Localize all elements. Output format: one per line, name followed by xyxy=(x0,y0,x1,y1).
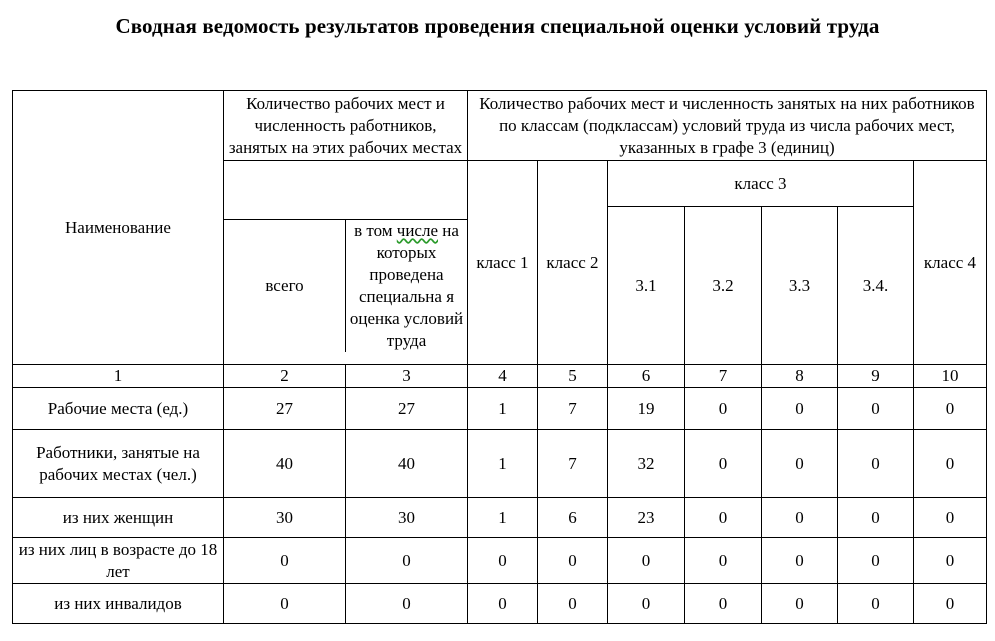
table-cell: 0 xyxy=(608,584,685,624)
header-assessed xyxy=(346,219,468,352)
header-sub-3-4: 3.4. xyxy=(838,207,914,365)
table-cell: 0 xyxy=(468,538,538,584)
table-cell: 7 xyxy=(538,388,608,430)
table-cell: 0 xyxy=(346,538,468,584)
table-cell: 0 xyxy=(685,584,762,624)
table-cell: 0 xyxy=(224,584,346,624)
table-cell: 19 xyxy=(608,388,685,430)
column-number: 5 xyxy=(538,365,608,388)
row-label: из них женщин xyxy=(13,498,224,538)
table-cell: 1 xyxy=(468,388,538,430)
header-class-1: класс 1 xyxy=(468,161,538,365)
header-sub-3-2: 3.2 xyxy=(685,207,762,365)
row-label: Работники, занятые на рабочих местах (чел.) xyxy=(13,430,224,498)
page-title: Сводная ведомость результатов проведения специальной оценки условий труда xyxy=(115,14,880,38)
table-cell: 0 xyxy=(685,538,762,584)
table-cell: 0 xyxy=(224,538,346,584)
header-assessed-wavy: числе xyxy=(396,220,438,240)
table-cell: 7 xyxy=(538,430,608,498)
table-cell: 0 xyxy=(538,538,608,584)
row-label: Рабочие места (ед.) xyxy=(13,388,224,430)
table-cell: 0 xyxy=(838,538,914,584)
row-label: из них инвалидов xyxy=(13,584,224,624)
column-number-row xyxy=(13,365,987,388)
header-sub-3-3: 3.3 xyxy=(762,207,838,365)
table-cell: 1 xyxy=(468,430,538,498)
table-cell: 0 xyxy=(468,584,538,624)
column-number: 2 xyxy=(224,365,346,388)
table-cell: 0 xyxy=(685,498,762,538)
table-cell: 1 xyxy=(468,498,538,538)
table-cell: 30 xyxy=(224,498,346,538)
table-cell: 0 xyxy=(762,584,838,624)
table-cell: 0 xyxy=(538,584,608,624)
table-cell: 0 xyxy=(838,388,914,430)
header-assessed-post: на которых проведена специальна я оценка условий труда xyxy=(349,220,464,350)
header-sub-3-1: 3.1 xyxy=(608,207,685,365)
table-cell: 0 xyxy=(914,538,987,584)
column-number: 8 xyxy=(762,365,838,388)
header-quantity-group: Количество рабочих мест и численность работников, занятых на этих рабочих местах xyxy=(224,91,468,161)
table-cell: 40 xyxy=(224,430,346,498)
table-cell: 0 xyxy=(914,498,987,538)
table-cell: 0 xyxy=(838,584,914,624)
header-classes-group: Количество рабочих мест и численность занятых на них работников по классам (подклассам) условий труда из числа рабочих мест, указанных в графе 3 (единиц) xyxy=(468,91,987,161)
table-cell: 0 xyxy=(762,430,838,498)
header-quantity-continuation xyxy=(224,161,468,365)
table-row xyxy=(13,584,987,624)
table-cell: 40 xyxy=(346,430,468,498)
table-cell: 0 xyxy=(838,430,914,498)
header-total: всего xyxy=(224,219,346,352)
quantity-subtable xyxy=(224,173,467,352)
table-cell: 32 xyxy=(608,430,685,498)
header-name: Наименование xyxy=(13,91,224,365)
table-row xyxy=(13,388,987,430)
table-cell: 0 xyxy=(762,538,838,584)
table-cell: 0 xyxy=(914,430,987,498)
column-number: 3 xyxy=(346,365,468,388)
table-cell: 27 xyxy=(224,388,346,430)
table-cell: 30 xyxy=(346,498,468,538)
table-row xyxy=(13,430,987,498)
header-assessed-pre: в том xyxy=(354,220,397,240)
header-class-2: класс 2 xyxy=(538,161,608,365)
header-class-4: класс 4 xyxy=(914,161,987,365)
table-row xyxy=(13,498,987,538)
table-cell: 0 xyxy=(762,498,838,538)
column-number: 9 xyxy=(838,365,914,388)
table-cell: 6 xyxy=(538,498,608,538)
row-label: из них лиц в возрасте до 18 лет xyxy=(13,538,224,584)
table-cell: 0 xyxy=(346,584,468,624)
table-cell: 0 xyxy=(685,430,762,498)
table-cell: 0 xyxy=(685,388,762,430)
column-number: 4 xyxy=(468,365,538,388)
table-cell: 23 xyxy=(608,498,685,538)
table-cell: 0 xyxy=(762,388,838,430)
table-cell: 0 xyxy=(608,538,685,584)
column-number: 1 xyxy=(13,365,224,388)
column-number: 10 xyxy=(914,365,987,388)
table-cell: 0 xyxy=(838,498,914,538)
table-row xyxy=(13,538,987,584)
table-cell: 0 xyxy=(914,584,987,624)
table-cell: 27 xyxy=(346,388,468,430)
column-number: 6 xyxy=(608,365,685,388)
header-class-3: класс 3 xyxy=(608,161,914,207)
table-cell: 0 xyxy=(914,388,987,430)
column-number: 7 xyxy=(685,365,762,388)
summary-table xyxy=(12,90,987,624)
